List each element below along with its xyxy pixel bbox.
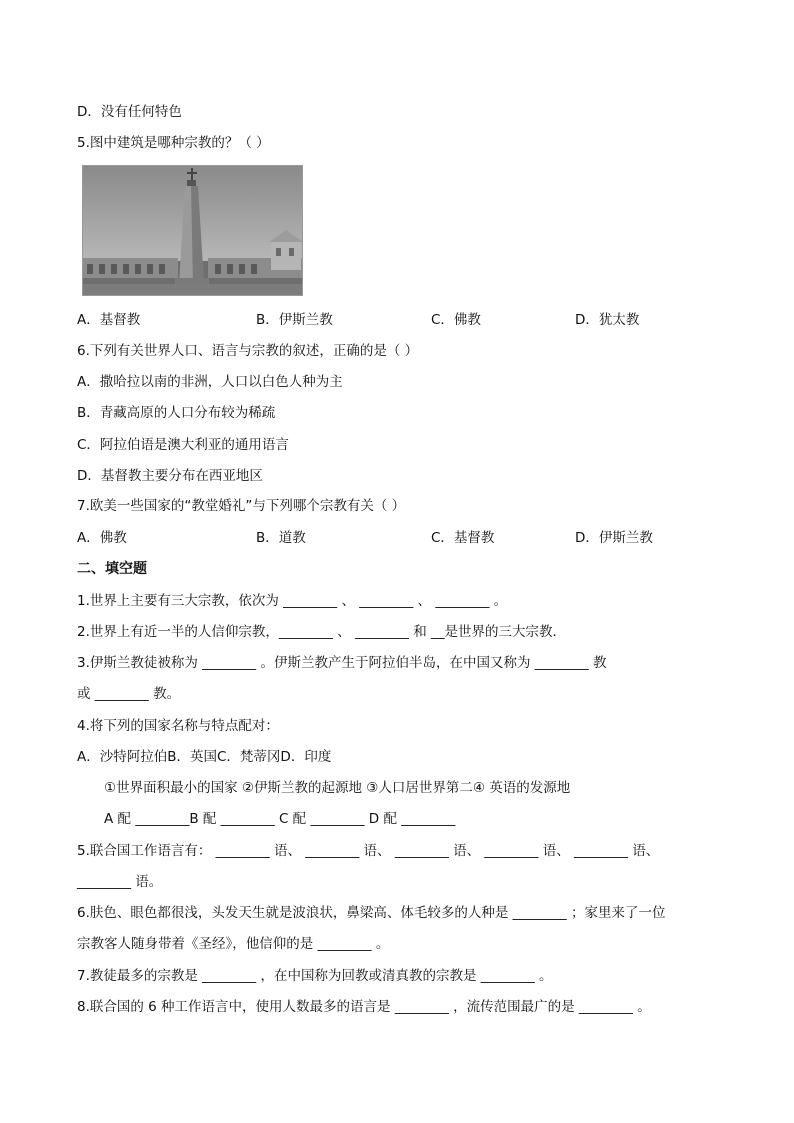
fill-q4-match: A 配 ________B 配 ________ C 配 ________ D 配 ________ [104,811,456,827]
q7-option-c: C．基督教 [431,530,495,546]
fill-question-4: 4.将下列的国家名称与特点配对： [77,718,279,734]
question-5-stem: 5.图中建筑是哪种宗教的？（ ） [77,135,270,151]
q5-option-b: B．伊斯兰教 [256,312,333,328]
fill-question-5-line1: 5.联合国工作语言有： ________ 语、 ________ 语、 ________ 语、 ________ 语、 ________ 语、 [77,843,660,859]
q6-option-a: A．撒哈拉以南的非洲，人口以白色人种为主 [77,374,343,390]
fill-q4-countries: A．沙特阿拉伯B．英国C．梵蒂冈D．印度 [77,749,332,765]
q7-option-d: D．伊斯兰教 [575,530,653,546]
fill-question-1: 1.世界上主要有三大宗教，依次为 ________ 、 ________ 、 ________ 。 [77,593,508,609]
q5-option-c: C．佛教 [431,312,481,328]
monument-photo [82,165,303,296]
fill-question-5-line2: ________ 语。 [77,874,163,890]
fill-question-7: 7.教徒最多的宗教是 ________ ，在中国称为回教或清真教的宗教是 ________ 。 [77,968,553,984]
q7-options [77,529,717,547]
fill-question-6-line1: 6.肤色、眼色都很浅，头发天生就是波浪状，鼻梁高、体毛较多的人种是 ________ ；家里来了一位 [77,905,666,921]
question-7-stem: 7.欧美一些国家的“教堂婚礼”与下列哪个宗教有关（ ） [77,498,406,514]
fill-question-6-line2: 宗教客人随身带着《圣经》，他信仰的是 ________ 。 [77,936,390,952]
fill-question-8: 8.联合国的 6 种工作语言中，使用人数最多的语言是 ________ ，流传范围最广的是 ________ 。 [77,999,651,1015]
section-2-title: 二、填空题 [77,561,147,577]
q5-options [77,311,717,329]
fill-q4-features: ①世界面积最小的国家 ②伊斯兰教的起源地 ③人口居世界第二④ 英语的发源地 [104,780,571,796]
q4-option-d: D．没有任何特色 [77,104,182,120]
question-6-stem: 6.下列有关世界人口、语言与宗教的叙述，正确的是（ ） [77,343,419,359]
q7-option-b: B．道教 [256,530,306,546]
q7-option-a: A．佛教 [77,530,127,546]
q6-option-c: C．阿拉伯语是澳大利亚的通用语言 [77,437,289,453]
fill-question-3-line1: 3.伊斯兰教徒被称为 ________ 。伊斯兰教产生于阿拉伯半岛，在中国又称为 ________ 教 [77,655,607,671]
q6-option-d: D．基督教主要分布在西亚地区 [77,468,263,484]
q6-option-b: B．青藏高原的人口分布较为稀疏 [77,405,276,421]
q5-option-d: D．犹太教 [575,312,640,328]
fill-question-3-line2: 或 ________ 教。 [77,686,181,702]
q5-option-a: A．基督教 [77,312,141,328]
fill-question-2: 2.世界上有近一半的人信仰宗教，________ 、 ________ 和 __是世界的三大宗教． [77,624,567,640]
